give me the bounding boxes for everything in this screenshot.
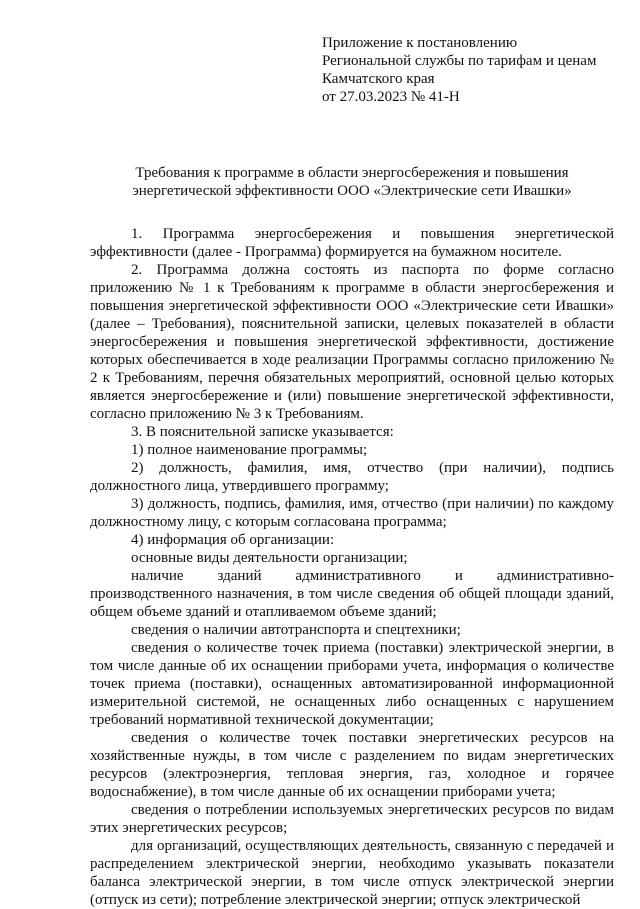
- paragraph: 1. Программа энергосбережения и повышения энергетической эффективности (далее - Программа) формируется на бумажном носителе.: [90, 226, 614, 260]
- paragraph: 4) информация об организации:: [131, 532, 335, 548]
- appendix-header: [322, 34, 614, 106]
- title-line: энергетической эффективности ООО «Электрические сети Ивашки»: [132, 183, 572, 199]
- paragraph: сведения о потреблении используемых энергетических ресурсов по видам этих энергетических ресурсов;: [90, 802, 614, 836]
- paragraph: наличие зданий административного и административно-производственного назначения, в том числе сведения об общей площади зданий, общем объеме зданий и отапливаемом объеме зданий;: [90, 568, 614, 620]
- paragraph: сведения о количестве точек приема (поставки) электрической энергии, в том числе данные об их оснащении приборами учета, информация о количестве точек приема (поставки), оснащенных автоматизированной информационной измерительной системой, не оснащенных либо оснащенных с нарушением требований нормативной технической документации;: [90, 640, 614, 728]
- header-line: Камчатского края: [322, 71, 435, 87]
- document-body: [90, 225, 614, 909]
- paragraph: сведения о количестве точек поставки энергетических ресурсов на хозяйственные нужды, в том числе с разделением по видам энергетических ресурсов (электроэнергия, тепловая энергия, газ, холодное и горячее водоснабжение), в том числе данные об их оснащении приборами учета;: [90, 730, 614, 800]
- paragraph: 3. В пояснительной записке указывается:: [131, 424, 394, 440]
- title-line: Требования к программе в области энергосбережения и повышения: [135, 165, 569, 181]
- paragraph: для организаций, осуществляющих деятельность, связанную с передачей и распределением электрической энергии, необходимо указывать показатели баланса электрической энергии, в том числе отпуск электрической энергии (отпуск из сети); потребление электрической энергии; отпуск электрической: [90, 838, 614, 908]
- paragraph: 3) должность, подпись, фамилия, имя, отчество (при наличии) по каждому должностному лицу, с которым согласована программа;: [90, 496, 614, 530]
- header-line: Региональной службы по тарифам и ценам: [322, 53, 597, 69]
- paragraph: 2) должность, фамилия, имя, отчество (при наличии), подпись должностного лица, утвердившего программу;: [90, 460, 614, 494]
- paragraph: 1) полное наименование программы;: [131, 442, 368, 458]
- paragraph: сведения о наличии автотранспорта и спецтехники;: [131, 622, 461, 638]
- paragraph: основные виды деятельности организации;: [131, 550, 408, 566]
- paragraph: 2. Программа должна состоять из паспорта по форме согласно приложению № 1 к Требованиям к программе в области энергосбережения и повышения энергетической эффективности ООО «Электрические сети Ивашки» (далее – Требования), пояснительной записки, целевых показателей в области энергосбережения и повышения энергетической эффективности, достижение которых обеспечивается в ходе реализации Программы согласно приложению № 2 к Требованиям, перечня обязательных мероприятий, основной целью которых является энергосбережение и (или) повышение энергетической эффективности, согласно приложению № 3 к Требованиям.: [90, 262, 614, 422]
- header-date-line: от 27.03.2023 № 41-Н: [322, 89, 460, 105]
- document-title: [100, 164, 604, 200]
- header-line: Приложение к постановлению: [322, 35, 518, 51]
